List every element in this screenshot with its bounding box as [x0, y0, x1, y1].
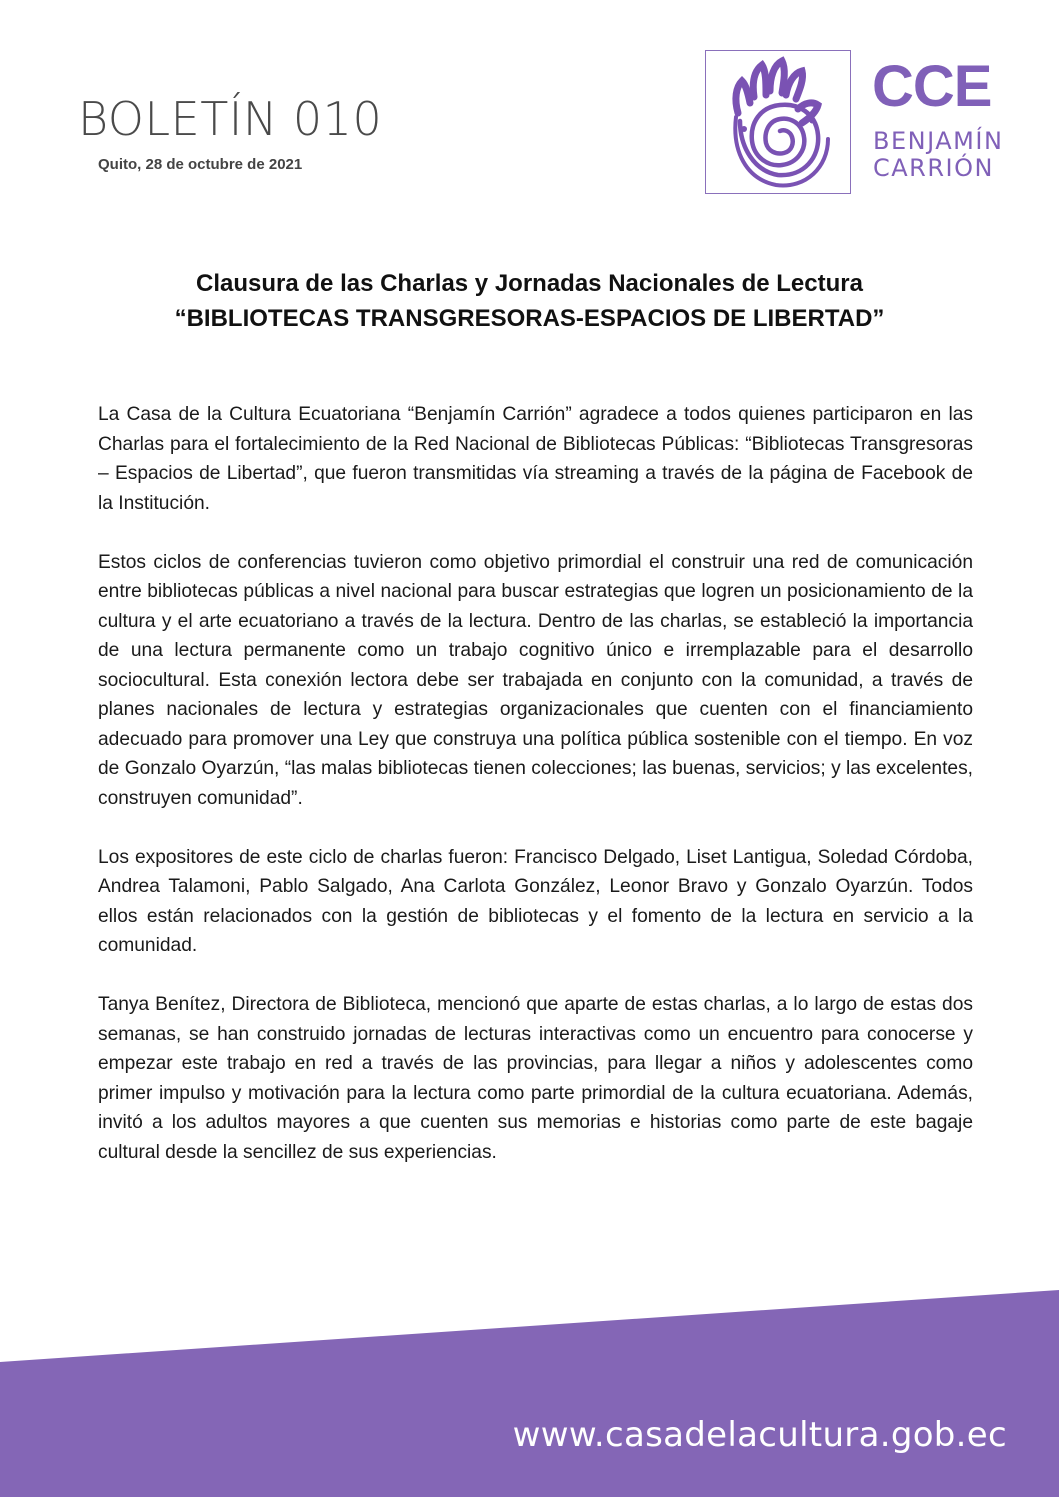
footer-band: [0, 1290, 1059, 1497]
paragraph: Estos ciclos de conferencias tuvieron como objetivo primordial el construir una red de comunicación entre bibliotecas públicas a nivel nacional para buscar estrategias que logren un posicionamiento de la cultura y el arte ecuatoriano a través de la lectura. Dentro de las charlas, se estableció la importancia de una lectura permanente como un trabajo cognitivo único e irremplazable para el desarrollo sociocultural. Esta conexión lectora debe ser trabajada en conjunto con la comunidad, a través de planes nacionales de lectura y estrategias organizacionales que cuenten con el financiamiento adecuado para promover una Ley que construya una política pública sostenible con el tiempo. En voz de Gonzalo Oyarzún, “las malas bibliotecas tienen colecciones; las buenas, servicios; y las excelentes, construyen comunidad”.: [98, 551, 973, 809]
website-link[interactable]: www.casadelacultura.gob.ec: [512, 1415, 1007, 1455]
hand-fingerprint-icon: [706, 51, 849, 192]
headline-line1: Clausura de las Charlas y Jornadas Nacionales de Lectura: [196, 270, 863, 297]
headline-line2: “BIBLIOTECAS TRANSGRESORAS-ESPACIOS DE LIBERTAD”: [174, 305, 885, 332]
paragraph: Los expositores de este ciclo de charlas fueron: Francisco Delgado, Liset Lantigua, Soledad Córdoba, Andrea Talamoni, Pablo Salgado, Ana Carlota González, Leonor Bravo y Gonzalo Oyarzún. Todos ellos están relacionados con la gestión de bibliotecas y el fomento de la lectura en servicio a la comunidad.: [98, 846, 973, 956]
headline: [60, 266, 999, 336]
logo-frame: [705, 50, 851, 194]
paragraph: Tanya Benítez, Directora de Biblioteca, mencionó que aparte de estas charlas, a lo largo de estas dos semanas, se han construido jornadas de lecturas interactivas como un encuentro para conocerse y empezar este trabajo en red a través de las provincias, para llegar a niños y adolescentes como primer impulso y motivación para la lectura como parte primordial de la cultura ecuatoriana. Además, invitó a los adultos mayores a que cuenten sus memorias e historias como parte de este bagaje cultural desde la sencillez de sus experiencias.: [98, 994, 973, 1163]
logo-name-line2: CARRIÓN: [873, 154, 994, 182]
article-body: [98, 400, 973, 1197]
logo-name-line1: BENJAMÍN: [873, 127, 1004, 155]
logo-name: [873, 128, 1003, 182]
paragraph: La Casa de la Cultura Ecuatoriana “Benjamín Carrión” agradece a todos quienes participaron en las Charlas para el fortalecimiento de la Red Nacional de Bibliotecas Públicas: “Bibliotecas Transgresoras – Espacios de Libertad”, que fueron transmitidas vía streaming a través de la página de Facebook de la Institución.: [98, 404, 973, 514]
bulletin-date: Quito, 28 de octubre de 2021: [98, 156, 303, 173]
logo-acronym: CCE: [872, 54, 992, 119]
bulletin-title: BOLETÍN 010: [78, 92, 383, 146]
